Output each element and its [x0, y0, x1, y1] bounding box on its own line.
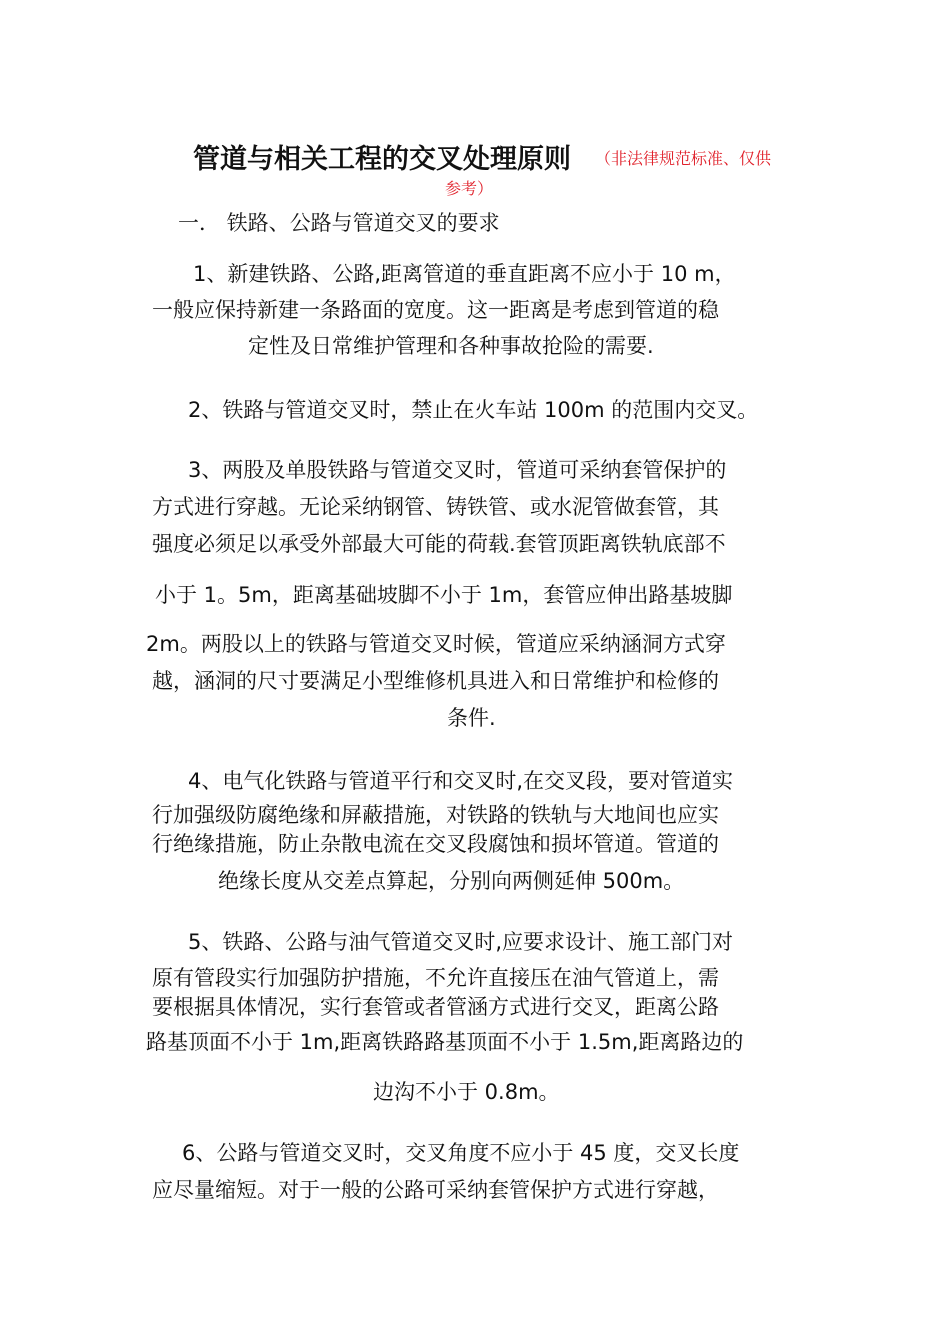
paragraph-line: 路基顶面不小于 1m,距离铁路路基顶面不小于 1.5m,距离路边的 [146, 1030, 744, 1054]
title-disclaimer-line2: 参考） [445, 179, 494, 198]
paragraph-line: 条件. [447, 706, 496, 730]
paragraph-line: 应尽量缩短。对于一般的公路可采纳套管保护方式进行穿越， [152, 1178, 719, 1202]
paragraph-line: 原有管段实行加强防护措施，不允许直接压在油气管道上，需 [152, 966, 719, 990]
paragraph-line: 2m。两股以上的铁路与管道交叉时候，管道应采纳涵洞方式穿 [146, 632, 726, 656]
paragraph-line: 绝缘长度从交差点算起，分别向两侧延伸 500m。 [218, 869, 685, 893]
paragraph-line: 6、公路与管道交叉时，交叉角度不应小于 45 度，交叉长度 [182, 1141, 740, 1165]
document-title: 管道与相关工程的交叉处理原则 [193, 144, 571, 175]
paragraph-line: 方式进行穿越。无论采纳钢管、铸铁管、或水泥管做套管，其 [152, 495, 719, 519]
paragraph-line: 越，涵洞的尺寸要满足小型维修机具进入和日常维护和检修的 [152, 669, 719, 693]
title-disclaimer-line1: （非法律规范标准、仅供 [595, 149, 772, 168]
paragraph-line: 2、铁路与管道交叉时，禁止在火车站 100m 的范围内交叉。 [188, 398, 759, 422]
paragraph-line: 要根据具体情况，实行套管或者管涵方式进行交叉，距离公路 [152, 995, 719, 1019]
paragraph-line: 定性及日常维护管理和各种事故抢险的需要. [248, 334, 654, 358]
paragraph-line: 5、铁路、公路与油气管道交叉时,应要求设计、施工部门对 [188, 930, 734, 954]
paragraph-line: 边沟不小于 0.8m。 [373, 1080, 560, 1104]
paragraph-line: 1、新建铁路、公路,距离管道的垂直距离不应小于 10 m， [193, 262, 736, 286]
paragraph-line: 行加强级防腐绝缘和屏蔽措施，对铁路的铁轨与大地间也应实 [152, 803, 719, 827]
paragraph-line: 行绝缘措施，防止杂散电流在交叉段腐蚀和损坏管道。管道的 [152, 832, 719, 856]
section-heading: 一． 铁路、公路与管道交叉的要求 [178, 211, 500, 235]
paragraph-line: 强度必须足以承受外部最大可能的荷载.套管顶距离铁轨底部不 [152, 532, 726, 556]
paragraph-line: 一般应保持新建一条路面的宽度。这一距离是考虑到管道的稳 [152, 298, 719, 322]
paragraph-line: 3、两股及单股铁路与管道交叉时，管道可采纳套管保护的 [188, 458, 727, 482]
paragraph-line: 4、电气化铁路与管道平行和交叉时,在交叉段，要对管道实 [188, 769, 734, 793]
paragraph-line: 小于 1。5m，距离基础坡脚不小于 1m，套管应伸出路基坡脚 [155, 583, 733, 607]
